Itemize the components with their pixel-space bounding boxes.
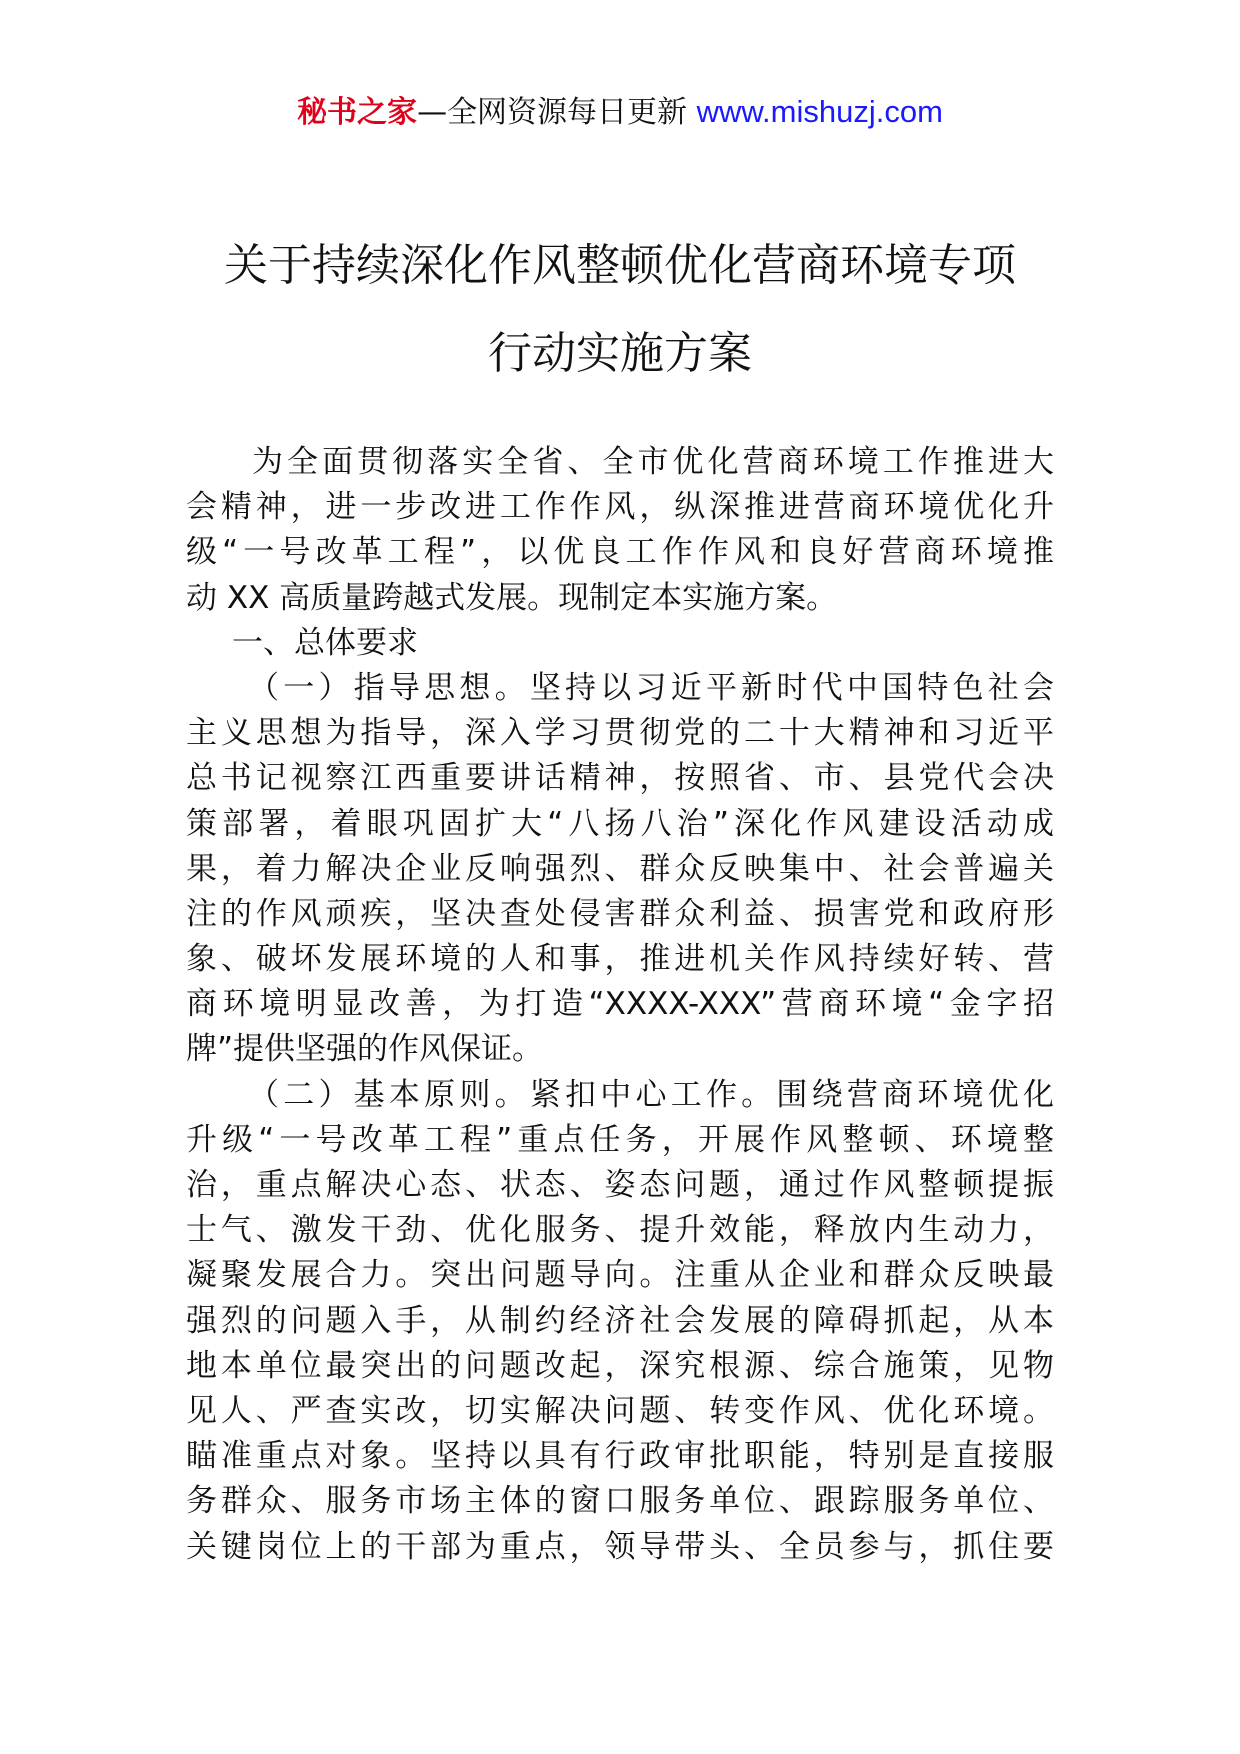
paragraph-line: 牌”提供坚强的作风保证。: [186, 1031, 544, 1068]
document-title-line-1: 关于持续深化作风整顿优化营商环境专项: [224, 240, 1016, 291]
paragraph-line: 瞄准重点对象。坚持以具有行政审批职能，特别是直接服: [186, 1438, 1054, 1475]
paragraph-line: 见人、严查实改，切实解决问题、转变作风、优化环境。: [186, 1392, 1054, 1429]
paragraph-line: （一）指导思想。坚持以习近平新时代中国特色社会: [248, 669, 1054, 706]
site-tagline: —全网资源每日更新: [417, 95, 697, 130]
site-url-link[interactable]: www.mishuzj.com: [696, 94, 943, 129]
document-body: [186, 440, 1054, 1570]
paragraph-line: 会精神，进一步改进工作作风，纵深推进营商环境优化升: [186, 489, 1054, 526]
paragraph-line: 地本单位最突出的问题改起，深究根源、综合施策，见物: [186, 1347, 1054, 1384]
paragraph-line: （二）基本原则。紧扣中心工作。围绕营商环境优化: [248, 1076, 1054, 1113]
paragraph-line: 强烈的问题入手，从制约经济社会发展的障碍抓起，从本: [186, 1302, 1054, 1339]
paragraph-line: 动 XX 高质量跨越式发展。现制定本实施方案。: [186, 579, 838, 616]
site-header: [0, 92, 1240, 133]
paragraph-line: 果，着力解决企业反响强烈、群众反映集中、社会普遍关: [186, 850, 1054, 887]
section-heading: 一、总体要求: [232, 624, 418, 661]
paragraph-line: 总书记视察江西重要讲话精神，按照省、市、县党代会决: [186, 760, 1054, 797]
paragraph-line: 注的作风顽疾，坚决查处侵害群众利益、损害党和政府形: [186, 895, 1054, 932]
paragraph-line: 主义思想为指导，深入学习贯彻党的二十大精神和习近平: [186, 715, 1054, 752]
paragraph-line: 象、破坏发展环境的人和事，推进机关作风持续好转、营: [186, 941, 1054, 978]
site-brand: 秘书之家: [297, 95, 418, 130]
paragraph-line: 升级“一号改革工程”重点任务，开展作风整顿、环境整: [186, 1121, 1054, 1158]
paragraph-line: 为全面贯彻落实全省、全市优化营商环境工作推进大: [252, 444, 1054, 480]
paragraph-line: 商环境明显改善，为打造“XXXX-XXX”营商环境“金字招: [186, 986, 1054, 1023]
paragraph-line: 治，重点解决心态、状态、姿态问题，通过作风整顿提振: [186, 1167, 1054, 1203]
paragraph-line: 士气、激发干劲、优化服务、提升效能，释放内生动力，: [186, 1212, 1054, 1249]
paragraph-line: 凝聚发展合力。突出问题导向。注重从企业和群众反映最: [186, 1257, 1054, 1294]
paragraph-line: 务群众、服务市场主体的窗口服务单位、跟踪服务单位、: [186, 1483, 1054, 1520]
paragraph-line: 关键岗位上的干部为重点，领导带头、全员参与，抓住要: [186, 1528, 1054, 1565]
document-title-line-2: 行动实施方案: [488, 328, 752, 379]
paragraph-line: 级“一号改革工程”，以优良工作作风和良好营商环境推: [186, 534, 1054, 571]
paragraph-line: 策部署，着眼巩固扩大“八扬八治”深化作风建设活动成: [186, 805, 1054, 842]
